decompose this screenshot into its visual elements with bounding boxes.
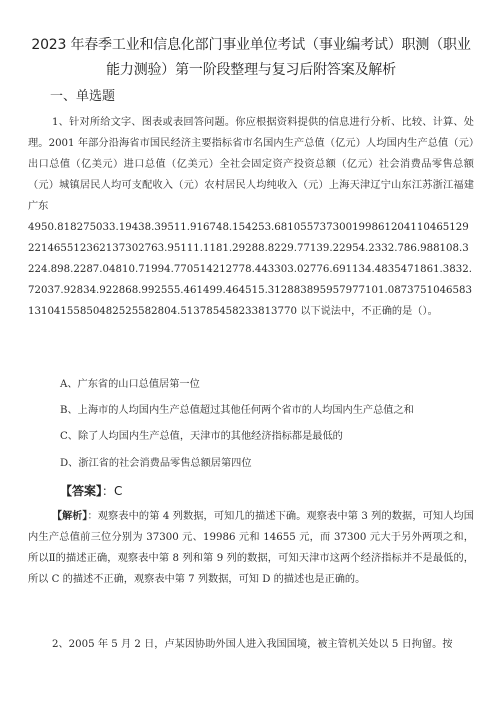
analysis-label: 【解析】 [52,511,88,522]
answer-value: ：C [102,484,123,498]
option-a: A、广东省的山口总值居第一位 [60,379,200,390]
question-1-text: 1、针对所给文字、图表或表回答问题。你应根据资料提供的信息进行分析、比较、计算、处理。2001 年部分沿海省市国民经济主要指标省市名国内生产总值（亿元）人均国内生产总值（元）出口总值（亿美元）进口总值（亿美元）全社会固定资产投资总额（亿元）社会消费品零售总额（元）城镇居民人均可支配收入（元）农村居民人均纯收入（元）上海天津辽宁山东江苏浙江福建广东 [28,117,474,212]
analysis [28,506,474,590]
option-c: C、除了人均国内生产总值，天津市的其他经济指标都是最低的 [60,431,343,442]
answer-label: 【答案】 [60,484,103,498]
document-title: 2023 年春季工业和信息化部门事业单位考试（事业编考试）职测（职业能力测验）第一阶段整理与复习后附答案及解析 [31,37,471,78]
question-1-table-numbers: 4950.818275033.19438.39511.916748.154253.681055737300199861204110465129221465512362137302763.95111.1181.29288.8229.77139.22954.2332.786.988108.3224.898.2287.04810.71994.770514212778.443303.02776.691134.4835471861.3832.72037.92834.922868.992555.461499.464515.312883895957977101.087375104658313104155850482525582804.513785458233813770 以下说法中，不正确的是（）。 [28,222,472,317]
section-heading: 一、单选题 [50,89,116,104]
question-1-stem [28,112,474,322]
question-2-stem: 2、2005 年 5 月 2 日，卢某因协助外国人进入我国国境，被主管机关处以 5 日拘留。按 [52,639,453,650]
analysis-text: ：观察表中的第 4 列数据，可知几的描述下确。观察表中第 3 列的数据，可知人均国内生产总值前三位分别为 37300 元、19986 元和 14655 元，而 37300 元大于另外两项之和，所以Ⅱ的描述正确，观察表中第 8 列和第 9 列的数据，可知天津市这两个经济指标并不是最低的，所以 C 的描述不正确，观察表中第 7 列数据，可知 D 的描述也是正确的。 [28,511,474,585]
answer [60,482,122,499]
option-b: B、上海市的人均国内生产总值超过其他任何两个省市的人均国内生产总值之和 [60,405,414,416]
option-d: D、浙江省的社会消费品零售总额居第四位 [60,458,252,469]
question-1-prompt: 以下说法中，不正确的是（）。 [300,306,438,317]
